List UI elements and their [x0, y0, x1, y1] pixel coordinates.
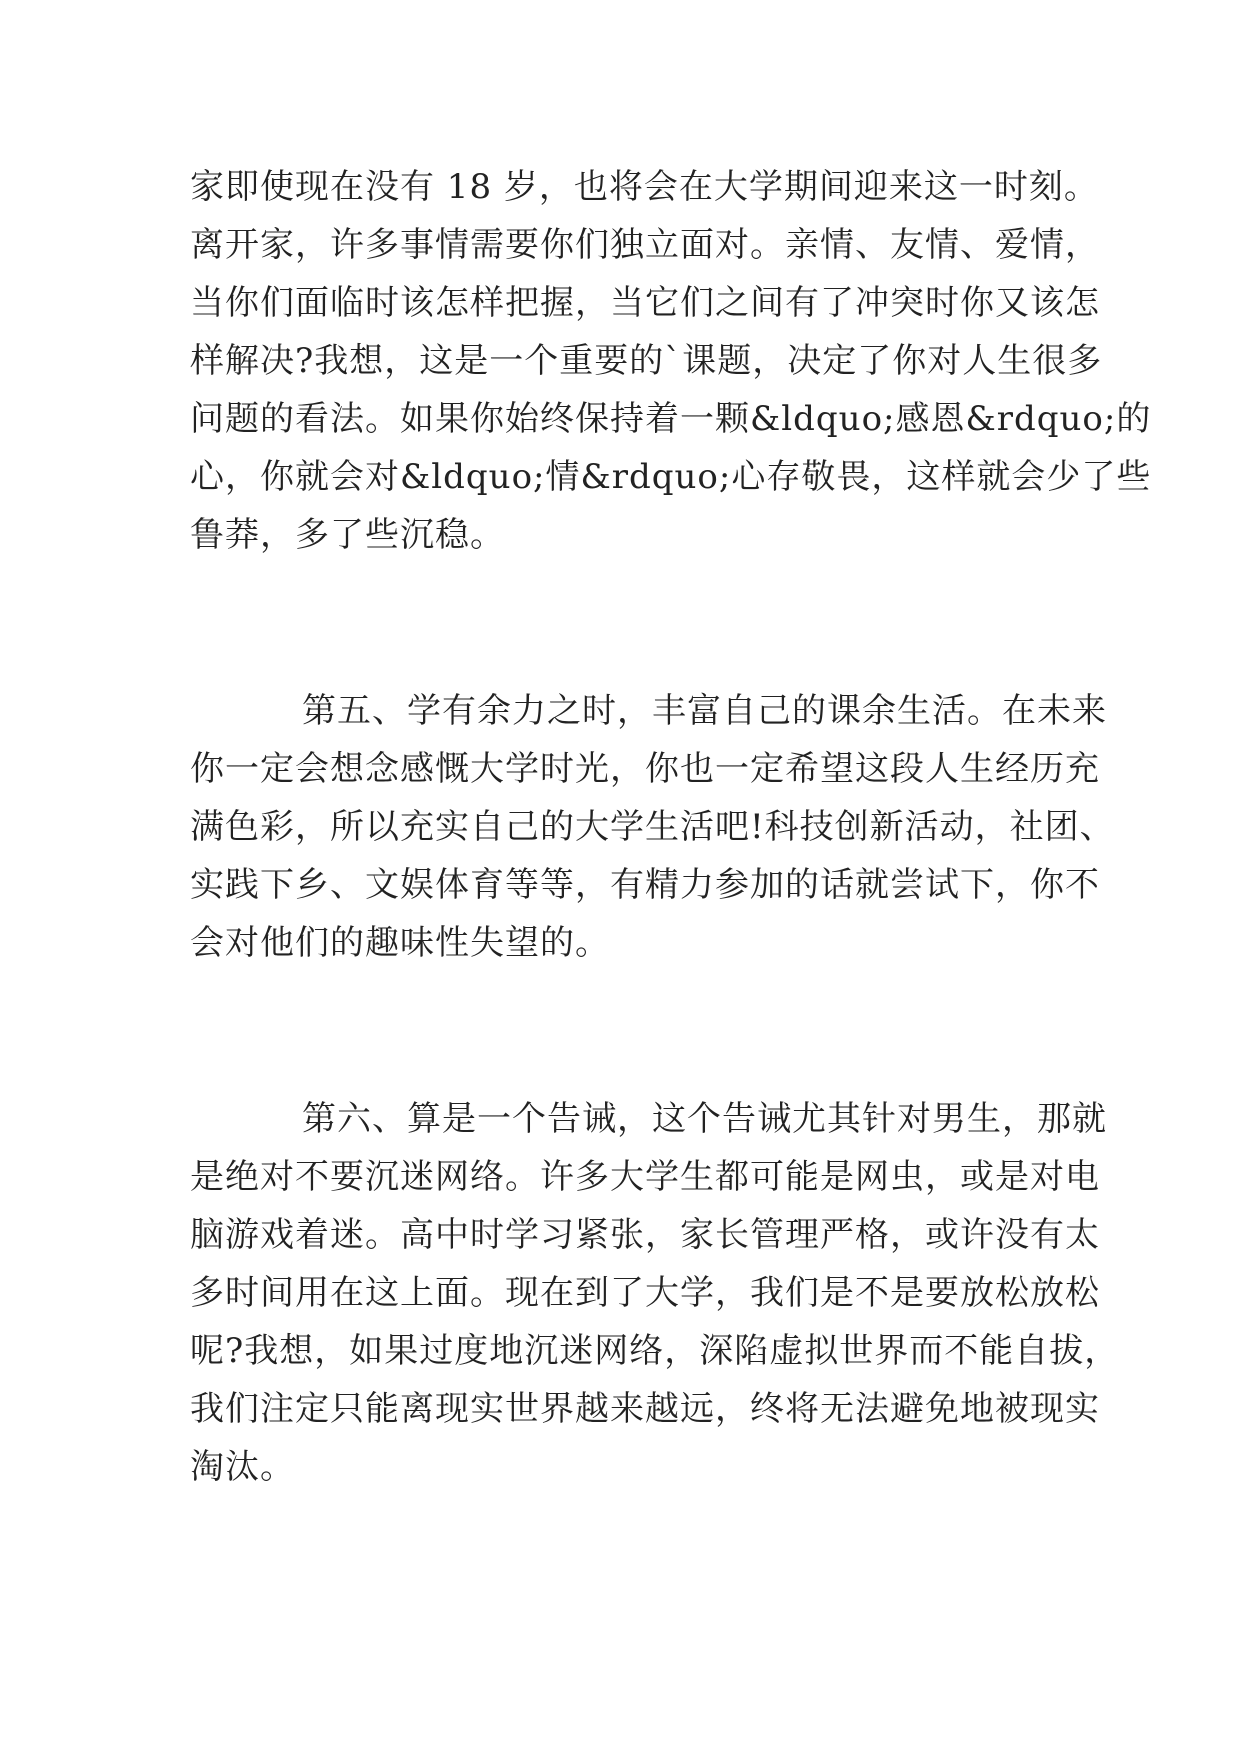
text-line: 第五、学有余力之时，丰富自己的课余生活。在未来 [302, 691, 1107, 731]
text-line: 心，你就会对&ldquo;情&rdquo;心存敬畏，这样就会少了些 [190, 457, 1152, 497]
text-line: 呢?我想，如果过度地沉迷网络，深陷虚拟世界而不能自拔， [190, 1331, 1120, 1371]
paragraph-point-six [190, 1090, 1120, 1496]
text-line: 满色彩，所以充实自己的大学生活吧!科技创新活动，社团、 [190, 807, 1115, 847]
text-line: 样解决?我想，这是一个重要的`课题，决定了你对人生很多 [190, 341, 1103, 381]
text-line: 鲁莽，多了些沉稳。 [190, 515, 505, 555]
text-line: 脑游戏着迷。高中时学习紧张，家长管理严格，或许没有太 [190, 1215, 1100, 1255]
text-line: 当你们面临时该怎样把握，当它们之间有了冲突时你又该怎 [190, 283, 1100, 323]
text-line: 家即使现在没有 18 岁，也将会在大学期间迎来这一时刻。 [190, 167, 1099, 207]
text-line: 你一定会想念感慨大学时光，你也一定希望这段人生经历充 [190, 749, 1100, 789]
text-line: 淘汰。 [190, 1447, 295, 1487]
text-line: 是绝对不要沉迷网络。许多大学生都可能是网虫，或是对电 [190, 1157, 1100, 1197]
text-line: 离开家，许多事情需要你们独立面对。亲情、友情、爱情， [190, 225, 1100, 265]
text-line: 问题的看法。如果你始终保持着一颗&ldquo;感恩&rdquo;的 [190, 399, 1152, 439]
text-line: 实践下乡、文娱体育等等，有精力参加的话就尝试下，你不 [190, 865, 1100, 905]
text-line: 多时间用在这上面。现在到了大学，我们是不是要放松放松 [190, 1273, 1100, 1313]
paragraph-point-five [190, 682, 1115, 972]
paragraph-family-emotion [190, 158, 1152, 564]
text-line: 第六、算是一个告诫，这个告诫尤其针对男生，那就 [302, 1099, 1107, 1139]
text-line: 我们注定只能离现实世界越来越远，终将无法避免地被现实 [190, 1389, 1100, 1429]
text-line: 会对他们的趣味性失望的。 [190, 923, 610, 963]
